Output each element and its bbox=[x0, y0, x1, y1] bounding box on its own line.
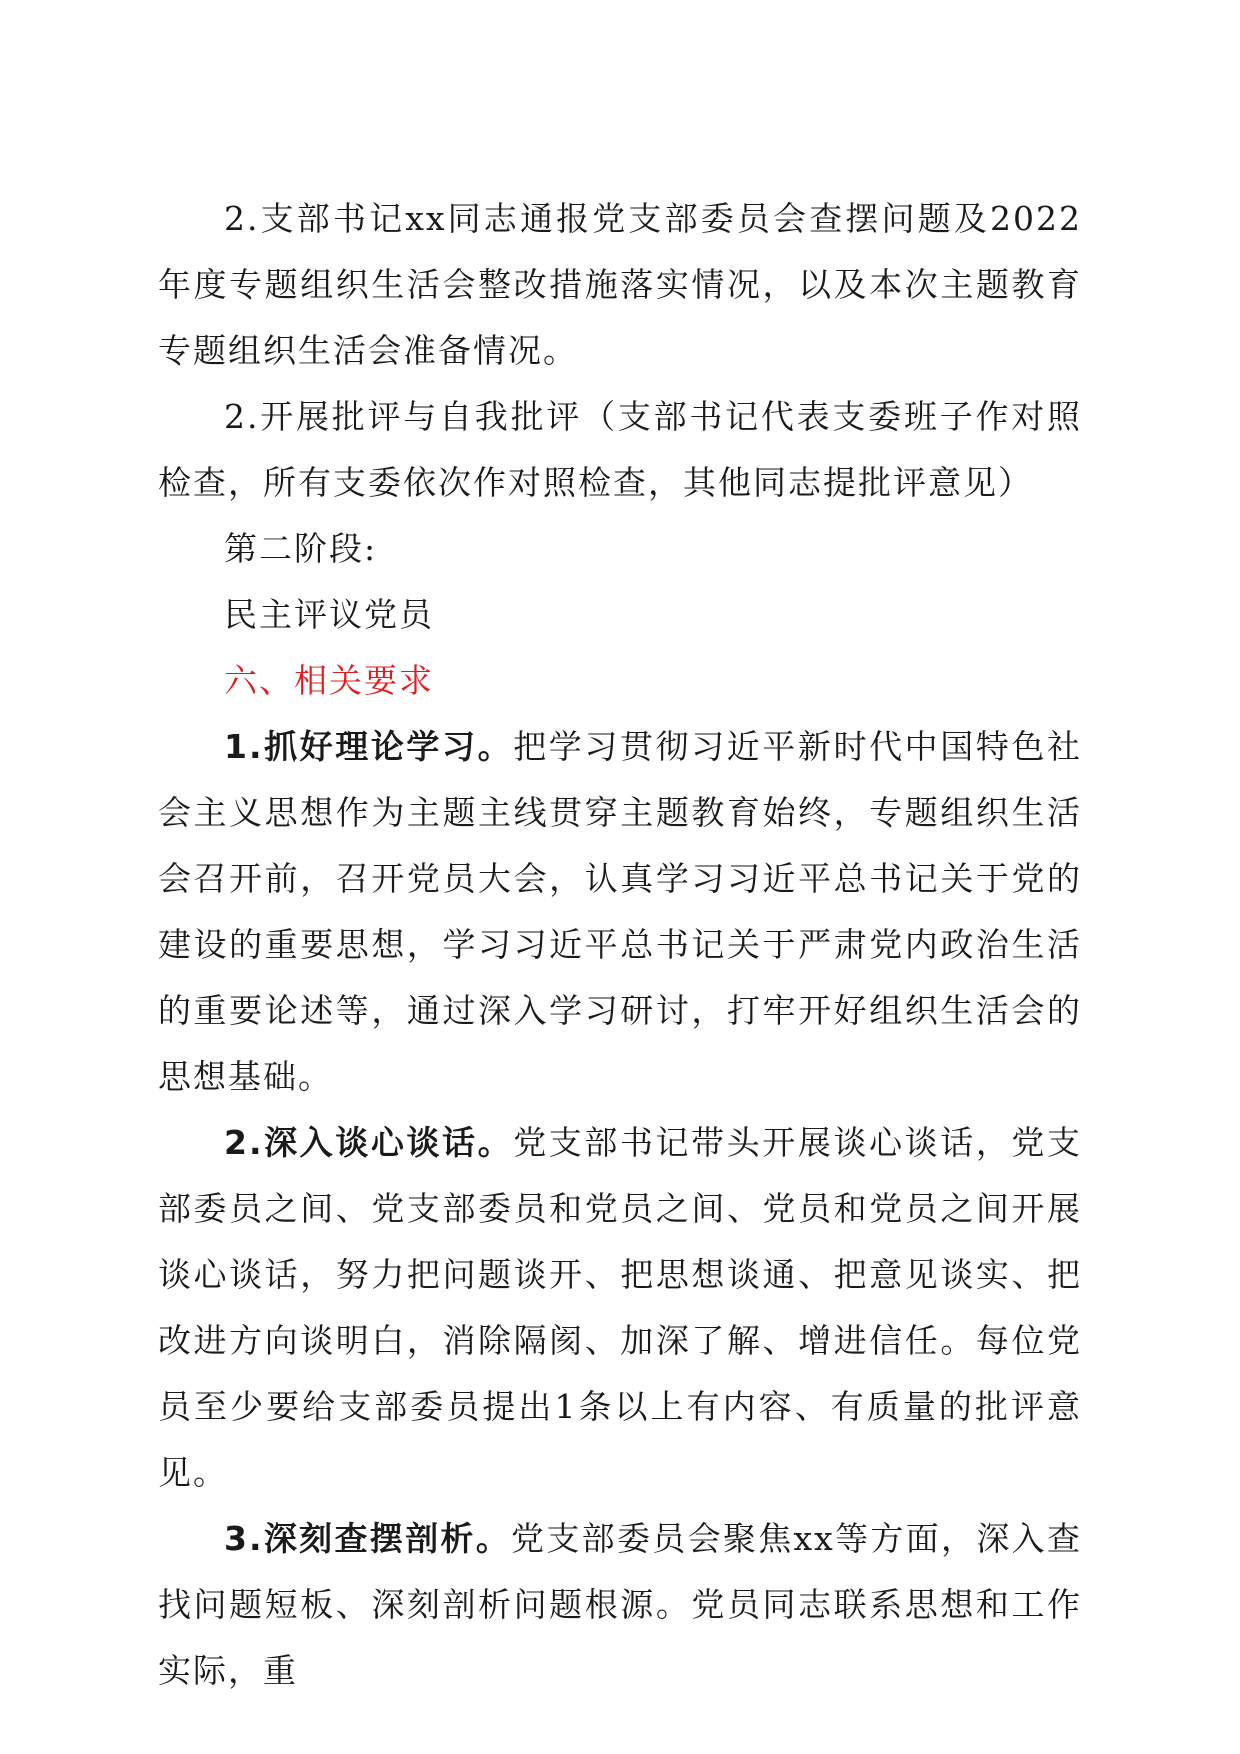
paragraph-text: 把学习贯彻习近平新时代中国特色社会主义思想作为主题主线贯穿主题教育始终，专题组织生活会召开前，召开党员大会，认真学习习近平总书记关于党的建设的重要思想，学习习近平总书记关于严肃党内政治生活的重要论述等，通过深入学习研讨，打牢开好组织生活会的思想基础。 bbox=[158, 727, 1083, 1096]
paragraph-text: 党支部书记带头开展谈心谈话，党支部委员之间、党支部委员和党员之间、党员和党员之间开展谈心谈话，努力把问题谈开、把思想谈通、把意见谈实、把改进方向谈明白，消除隔阂、加深了解、增进信任。每位党员至少要给支部委员提出1条以上有内容、有质量的批评意见。 bbox=[158, 1123, 1083, 1492]
paragraph-criticism bbox=[158, 384, 1082, 516]
paragraph-lead: 2.深入谈心谈话。 bbox=[224, 1123, 514, 1162]
paragraph-stage-two bbox=[158, 516, 1082, 582]
paragraph-text: 党支部委员会聚焦xx等方面，深入查找问题短板、深刻剖析问题根源。党员同志联系思想和工作实际，重 bbox=[158, 1519, 1082, 1690]
paragraph-requirement-3 bbox=[158, 1506, 1082, 1704]
paragraph-text: 2.开展批评与自我批评（支部书记代表支委班子作对照检查，所有支委依次作对照检查，其他同志提批评意见） bbox=[158, 397, 1082, 502]
paragraph-lead: 1.抓好理论学习。 bbox=[224, 727, 514, 766]
paragraph-evaluation bbox=[158, 582, 1082, 648]
paragraph-text: 民主评议党员 bbox=[224, 595, 434, 634]
paragraph-text: 2.支部书记xx同志通报党支部委员会查摆问题及2022年度专题组织生活会整改措施落实情况，以及本次主题教育专题组织生活会准备情况。 bbox=[158, 199, 1082, 370]
paragraph-requirement-1 bbox=[158, 714, 1082, 1110]
section-heading: 六、相关要求 bbox=[224, 661, 434, 700]
paragraph-report bbox=[158, 186, 1082, 384]
paragraph-requirement-2 bbox=[158, 1110, 1082, 1506]
paragraph-lead: 3.深刻查摆剖析。 bbox=[224, 1519, 512, 1558]
document-page bbox=[158, 186, 1082, 1704]
paragraph-text: 第二阶段: bbox=[224, 529, 378, 568]
